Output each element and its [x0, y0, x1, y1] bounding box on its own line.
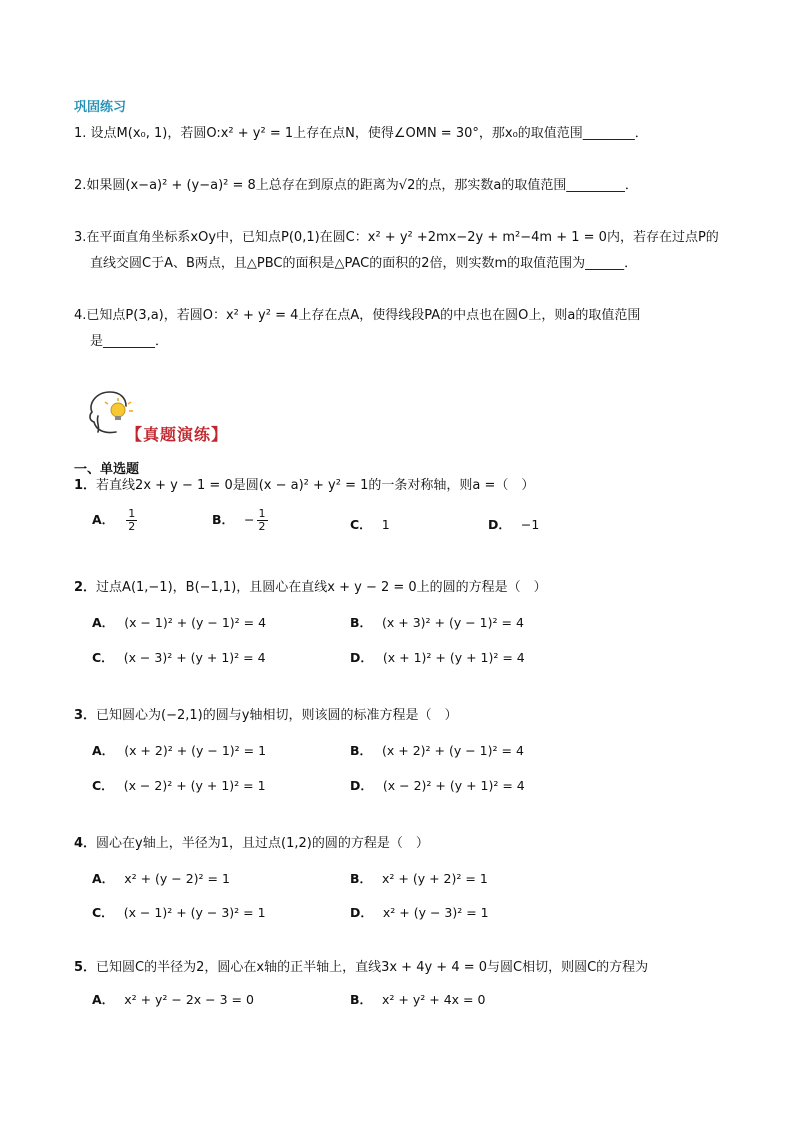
denominator: 2: [258, 520, 266, 533]
question-stem: 圆心在y轴上，半径为1，且过点(1,2)的圆的方程是（ ）: [96, 836, 429, 851]
option-text: (x − 2)² + (y + 1)² = 1: [123, 778, 266, 793]
practice-problem-2: [74, 176, 638, 196]
q5-option-b: [350, 990, 485, 1008]
q4-option-c: [92, 903, 266, 921]
question-number: 5．: [74, 960, 97, 975]
q2-option-b: [350, 613, 524, 631]
practice-problem-4-line2: 是________．: [90, 334, 169, 349]
q2-option-d: [350, 648, 525, 666]
question-number: 3．: [74, 708, 97, 723]
numerator: 1: [258, 507, 266, 520]
q1-option-d: [488, 515, 539, 533]
q5-option-a: [92, 990, 254, 1008]
option-label: D．: [350, 650, 373, 665]
option-label: A．: [92, 512, 115, 527]
option-label: C．: [92, 905, 114, 920]
option-label: D．: [350, 778, 373, 793]
option-text: (x − 2)² + (y + 1)² = 4: [382, 778, 525, 793]
problem-text: 如果圆(x−a)² + (y−a)² = 8上总存在到原点的距离为√2的点，那实数a的取值范围_________．: [86, 178, 638, 193]
problem-text-line1: 在平面直角坐标系xOy中，已知点P(0,1)在圆C：x² + y² +2mx−2y + m²−4m + 1 = 0内，若存在过点P的: [86, 230, 719, 245]
q2-option-a: [92, 613, 266, 631]
question-3: [74, 706, 457, 726]
q2-option-c: [92, 648, 266, 666]
q1-option-a: [92, 508, 139, 533]
option-label: D．: [488, 517, 511, 532]
banner-title: 【真题演练】: [126, 425, 229, 444]
q4-option-a: [92, 869, 230, 887]
q3-option-b: [350, 741, 524, 759]
practice-section-title: 巩固练习: [74, 100, 127, 115]
real-exam-banner: [86, 386, 246, 446]
option-text: (x + 1)² + (y + 1)² = 4: [382, 650, 525, 665]
denominator: 2: [128, 520, 136, 533]
q4-option-d: [350, 903, 489, 921]
practice-problem-3: [74, 228, 719, 248]
option-label: D．: [350, 905, 373, 920]
problem-number: 3.: [74, 230, 87, 245]
option-text: (x + 2)² + (y − 1)² = 1: [124, 743, 267, 758]
option-sign: −: [244, 512, 255, 527]
option-label: C．: [92, 650, 114, 665]
question-4: [74, 834, 429, 854]
option-label: A．: [92, 992, 115, 1007]
option-label: A．: [92, 743, 115, 758]
option-text: (x + 2)² + (y − 1)² = 4: [382, 743, 524, 758]
option-text: x² + y² − 2x − 3 = 0: [124, 992, 254, 1007]
fraction: [257, 508, 268, 533]
question-number: 4．: [74, 836, 97, 851]
practice-problem-1: [74, 124, 648, 144]
q1-option-b: [212, 508, 270, 533]
option-text: x² + (y − 3)² = 1: [382, 905, 489, 920]
question-stem: 已知圆C的半径为2，圆心在x轴的正半轴上，直线3x + 4y + 4 = 0与圆C相切，则圆C的方程为: [96, 960, 649, 975]
option-label: C．: [92, 778, 114, 793]
q3-option-a: [92, 741, 266, 759]
practice-problem-3-line2: 直线交圆C于A、B两点，且△PBC的面积是△PAC的面积的2倍，则实数m的取值范围为______．: [90, 256, 638, 271]
question-stem: 过点A(1,−1)，B(−1,1)，且圆心在直线x + y − 2 = 0上的圆的方程是（ ）: [96, 580, 547, 595]
option-label: A．: [92, 615, 115, 630]
problem-text-line1: 已知点P(3,a)，若圆O：x² + y² = 4上存在点A，使得线段PA的中点也在圆O上，则a的取值范围: [86, 308, 641, 323]
q1-option-c: [350, 515, 390, 533]
problem-number: 4.: [74, 308, 87, 323]
problem-text: 设点M(x₀, 1)，若圆O:x² + y² = 1上存在点N，使得∠OMN = 30°，那x₀的取值范围________．: [90, 126, 648, 141]
numerator: 1: [128, 507, 136, 520]
option-label: B．: [350, 615, 373, 630]
question-number: 1．: [74, 478, 97, 493]
section-one-title: 一、单选题: [74, 462, 140, 477]
option-text: −1: [520, 517, 540, 532]
q3-option-c: [92, 776, 266, 794]
question-number: 2．: [74, 580, 97, 595]
fraction: [126, 508, 137, 533]
question-1: [74, 476, 534, 496]
question-stem: 已知圆心为(−2,1)的圆与y轴相切，则该圆的标准方程是（ ）: [96, 708, 458, 723]
option-text: x² + (y − 2)² = 1: [124, 871, 230, 886]
option-text: (x − 3)² + (y + 1)² = 4: [123, 650, 266, 665]
option-label: B．: [350, 871, 373, 886]
problem-number: 2.: [74, 178, 87, 193]
question-5: [74, 958, 648, 978]
option-text: (x + 3)² + (y − 1)² = 4: [382, 615, 524, 630]
q3-option-d: [350, 776, 525, 794]
option-text: 1: [381, 517, 390, 532]
problem-number: 1.: [74, 126, 87, 141]
practice-problem-4: [74, 306, 640, 326]
option-label: B．: [350, 743, 373, 758]
option-label: B．: [350, 992, 373, 1007]
q4-option-b: [350, 869, 488, 887]
option-text: (x − 1)² + (y − 1)² = 4: [124, 615, 267, 630]
option-text: x² + y² + 4x = 0: [382, 992, 486, 1007]
question-stem: 若直线2x + y − 1 = 0是圆(x − a)² + y² = 1的一条对称轴，则a =（ ）: [96, 478, 535, 493]
option-label: C．: [350, 517, 372, 532]
option-text: x² + (y + 2)² = 1: [382, 871, 488, 886]
question-2: [74, 578, 547, 598]
option-text: (x − 1)² + (y − 3)² = 1: [123, 905, 266, 920]
option-label: B．: [212, 512, 235, 527]
option-label: A．: [92, 871, 115, 886]
